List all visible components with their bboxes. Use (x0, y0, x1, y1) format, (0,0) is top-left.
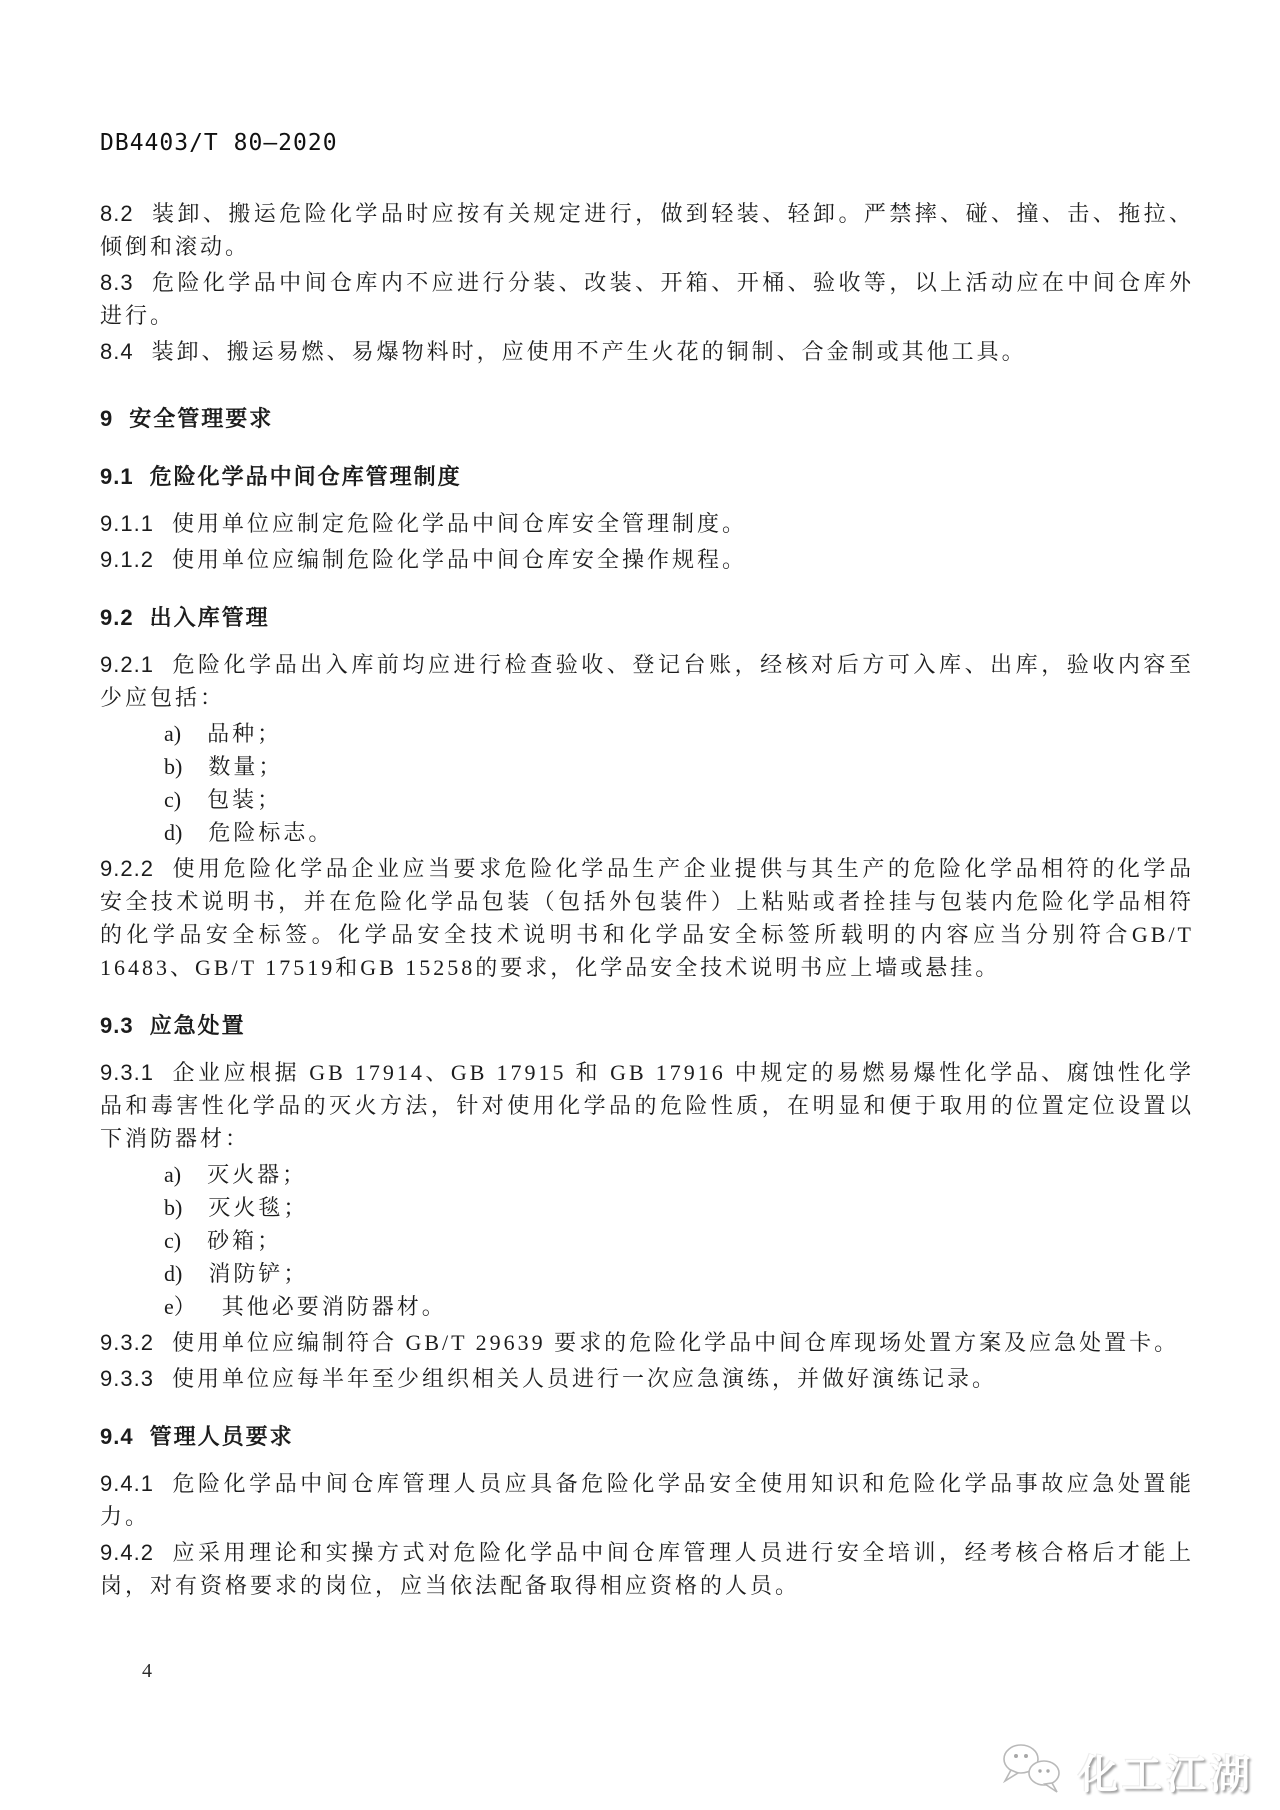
section-number: 9.2 (100, 605, 134, 630)
list-item-text: 危险标志。 (208, 820, 334, 845)
clause-text: 装卸、搬运易燃、易爆物料时，应使用不产生火花的铜制、合金制或其他工具。 (151, 339, 1027, 364)
clause-number: 9.3.2 (100, 1330, 154, 1355)
clause-text: 使用危险化学品企业应当要求危险化学品生产企业提供与其生产的危险化学品相符的化学品安全技术说明书，并在危险化学品包装（包括外包装件）上粘贴或者拴挂与包装内危险化学品相符的化学品安全标签。化学品安全技术说明书和化学品安全标签所载明的内容应当分别符合GB/T 16483、GB/T 17519和GB 15258的要求，化学品安全技术说明书应上墙或悬挂。 (100, 856, 1194, 980)
list-item-label: c) (164, 787, 182, 812)
list-item-text: 包装； (207, 787, 283, 812)
clause-number: 8.3 (100, 270, 134, 295)
clause-9-1-2 (100, 543, 1194, 576)
clause-text: 使用单位应编制危险化学品中间仓库安全操作规程。 (171, 547, 747, 572)
list-item-label: a) (164, 721, 182, 746)
clause-number: 9.2.1 (100, 652, 154, 677)
list-item-b (100, 1191, 1194, 1224)
list-item-label: c) (164, 1228, 182, 1253)
clause-number: 9.2.2 (100, 856, 154, 881)
list-item-e (100, 1290, 1194, 1323)
list-item-b (100, 750, 1194, 783)
section-title: 危险化学品中间仓库管理制度 (149, 464, 462, 489)
clause-8-3 (100, 266, 1194, 332)
clause-text: 装卸、搬运危险化学品时应按有关规定进行，做到轻装、轻卸。严禁摔、碰、撞、击、拖拉、倾倒和滚动。 (100, 201, 1194, 259)
clause-9-4-2 (100, 1536, 1194, 1602)
clause-number: 9.1.1 (100, 511, 154, 536)
list-item-d (100, 816, 1194, 849)
list-item-text: 灭火毯； (208, 1195, 309, 1220)
subsection-heading-9-4 (100, 1420, 1194, 1453)
list-item-text: 灭火器； (207, 1162, 308, 1187)
clause-number: 9.3.3 (100, 1366, 154, 1391)
list-item-label: a) (164, 1162, 182, 1187)
clause-9-3-2 (100, 1326, 1194, 1359)
document-body (100, 194, 1194, 1605)
subsection-heading-9-1 (100, 460, 1194, 493)
clause-9-1-1 (100, 507, 1194, 540)
clause-9-4-1 (100, 1467, 1194, 1533)
clause-text: 企业应根据 GB 17914、GB 17915 和 GB 17916 中规定的易燃易爆性化学品、腐蚀性化学品和毒害性化学品的灭火方法，针对使用化学品的危险性质，在明显和便于取用的位置定位设置以下消防器材： (100, 1060, 1194, 1151)
section-number: 9.4 (100, 1424, 134, 1449)
list-item-text: 消防铲； (208, 1261, 309, 1286)
clause-text: 使用单位应每半年至少组织相关人员进行一次应急演练，并做好演练记录。 (171, 1366, 997, 1391)
list-item-a (100, 1158, 1194, 1191)
clause-9-3-1 (100, 1056, 1194, 1155)
section-title: 应急处置 (149, 1013, 246, 1038)
list-item-text: 砂箱； (207, 1228, 283, 1253)
clause-number: 9.4.2 (100, 1540, 154, 1565)
list-item-a (100, 717, 1194, 750)
list-item-d (100, 1257, 1194, 1290)
standard-number-header: DB4403/T 80—2020 (100, 130, 338, 156)
list-item-label: b) (164, 754, 183, 779)
clause-text: 应采用理论和实操方式对危险化学品中间仓库管理人员进行安全培训，经考核合格后才能上岗，对有资格要求的岗位，应当依法配备取得相应资格的人员。 (100, 1540, 1194, 1598)
section-heading-9 (100, 402, 1194, 435)
list-item-label: d) (164, 1261, 183, 1286)
list-item-c (100, 783, 1194, 816)
clause-text: 危险化学品中间仓库管理人员应具备危险化学品安全使用知识和危险化学品事故应急处置能力。 (100, 1471, 1194, 1529)
section-title: 安全管理要求 (129, 406, 274, 431)
clause-number: 8.2 (100, 201, 134, 226)
clause-number: 9.1.2 (100, 547, 154, 572)
section-title: 管理人员要求 (149, 1424, 294, 1449)
clause-8-4 (100, 335, 1194, 368)
clause-9-2-1 (100, 648, 1194, 714)
section-number: 9 (100, 406, 114, 431)
section-number: 9.1 (100, 464, 134, 489)
clause-8-2 (100, 197, 1194, 263)
subsection-heading-9-2 (100, 601, 1194, 634)
wechat-icon (998, 1740, 1070, 1803)
list-item-label: b) (164, 1195, 183, 1220)
list-item-label: d) (164, 820, 183, 845)
clause-text: 使用单位应编制符合 GB/T 29639 要求的危险化学品中间仓库现场处置方案及应急处置卡。 (171, 1330, 1180, 1355)
section-number: 9.3 (100, 1013, 134, 1038)
clause-number: 9.3.1 (100, 1060, 154, 1085)
section-title: 出入库管理 (149, 605, 270, 630)
list-item-label: e） (164, 1294, 196, 1319)
page-number: 4 (142, 1660, 152, 1682)
clause-number: 8.4 (100, 339, 134, 364)
list-item-text: 数量； (208, 754, 284, 779)
clause-9-3-3 (100, 1362, 1194, 1395)
watermark (998, 1740, 1254, 1803)
list-item-c (100, 1224, 1194, 1257)
watermark-label: 化工江湖 (1078, 1753, 1254, 1797)
clause-number: 9.4.1 (100, 1471, 154, 1496)
clause-text: 危险化学品出入库前均应进行检查验收、登记台账，经核对后方可入库、出库，验收内容至少应包括： (100, 652, 1194, 710)
list-item-text: 其他必要消防器材。 (221, 1294, 447, 1319)
list-item-text: 品种； (207, 721, 283, 746)
clause-9-2-2 (100, 852, 1194, 984)
subsection-heading-9-3 (100, 1009, 1194, 1042)
clause-text: 使用单位应制定危险化学品中间仓库安全管理制度。 (171, 511, 747, 536)
clause-text: 危险化学品中间仓库内不应进行分装、改装、开箱、开桶、验收等，以上活动应在中间仓库外进行。 (100, 270, 1194, 328)
